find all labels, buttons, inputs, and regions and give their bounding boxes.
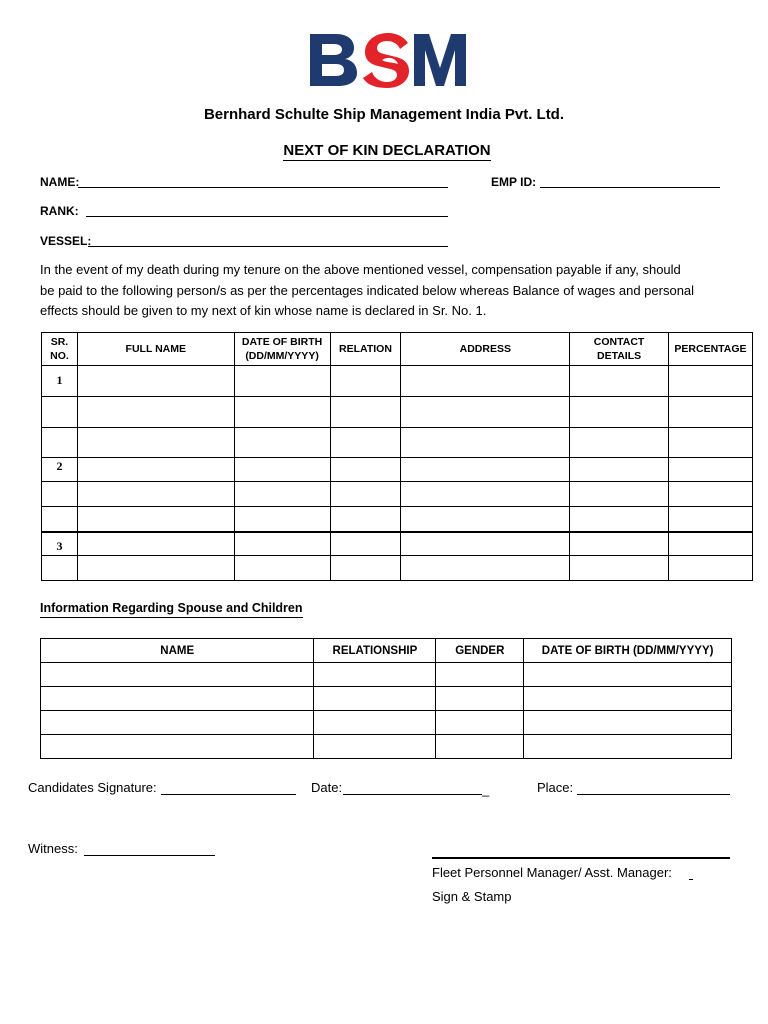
table-row: [42, 507, 753, 532]
date-line[interactable]: [343, 794, 482, 795]
table-cell[interactable]: [668, 556, 752, 581]
table-cell[interactable]: [77, 482, 234, 507]
table-cell[interactable]: [668, 428, 752, 458]
table-row: [41, 711, 732, 735]
table-cell[interactable]: [234, 507, 330, 532]
table-cell[interactable]: [401, 428, 570, 458]
table-row: [41, 663, 732, 687]
table-cell[interactable]: [524, 735, 732, 759]
table-cell[interactable]: [234, 556, 330, 581]
table-cell[interactable]: [234, 532, 330, 556]
sr-number: 2: [42, 458, 78, 482]
table-cell[interactable]: [570, 482, 669, 507]
emp-id-field-line[interactable]: [540, 187, 720, 188]
spouse-section-title: Information Regarding Spouse and Children: [40, 601, 303, 615]
header-dob: DATE OF BIRTH (DD/MM/YYYY): [524, 639, 732, 663]
table-cell[interactable]: [436, 735, 524, 759]
table-cell[interactable]: [668, 397, 752, 428]
table-cell[interactable]: [570, 428, 669, 458]
name-label: NAME:: [40, 175, 80, 189]
table-cell[interactable]: [668, 507, 752, 532]
spouse-children-table: [40, 638, 732, 759]
table-cell[interactable]: [401, 366, 570, 397]
company-name: Bernhard Schulte Ship Management India Pvt. Ltd.: [203, 106, 565, 123]
bsm-logo: [308, 30, 468, 88]
table-cell[interactable]: [401, 507, 570, 532]
table-cell[interactable]: [330, 458, 401, 482]
table-cell[interactable]: [524, 687, 732, 711]
table-cell[interactable]: [668, 458, 752, 482]
rank-label: RANK:: [40, 204, 79, 218]
table-row: [42, 458, 753, 482]
table-cell[interactable]: [330, 532, 401, 556]
table-cell[interactable]: [41, 687, 314, 711]
table-row: [41, 735, 732, 759]
sr-number: 1: [42, 366, 78, 397]
table-row: [42, 532, 753, 556]
place-line[interactable]: [577, 794, 730, 795]
table-cell[interactable]: [668, 366, 752, 397]
table-cell[interactable]: [314, 735, 436, 759]
table-cell[interactable]: [436, 711, 524, 735]
declaration-line: be paid to the following person/s as per the percentages indicated below whereas Balance of wages and personal: [40, 282, 695, 298]
table-row: [42, 428, 753, 458]
table-row: [42, 556, 753, 581]
manager-label: Fleet Personnel Manager/ Asst. Manager:: [432, 865, 672, 880]
header-sr-no: SR. NO.: [42, 333, 78, 366]
emp-id-label: EMP ID:: [491, 175, 537, 189]
table-cell[interactable]: [234, 428, 330, 458]
table-cell[interactable]: [570, 507, 669, 532]
table-cell[interactable]: [77, 428, 234, 458]
header-contact: CONTACT DETAILS: [570, 333, 669, 366]
table-cell[interactable]: [330, 397, 401, 428]
table-cell: [42, 428, 78, 458]
table-cell[interactable]: [436, 663, 524, 687]
table-cell[interactable]: [401, 458, 570, 482]
manager-label-underline: [689, 879, 693, 880]
declaration-line: effects should be given to my next of kin whose name is declared in Sr. No. 1.: [40, 303, 487, 318]
table-cell[interactable]: [41, 663, 314, 687]
witness-line[interactable]: [84, 855, 215, 856]
next-of-kin-table: [41, 332, 753, 581]
manager-signature-line[interactable]: [432, 857, 730, 859]
table-cell[interactable]: [570, 397, 669, 428]
table-cell[interactable]: [330, 507, 401, 532]
table-cell: [42, 482, 78, 507]
vessel-label: VESSEL:: [40, 234, 92, 248]
table-cell[interactable]: [330, 428, 401, 458]
declaration-line: In the event of my death during my tenure on the above mentioned vessel, compensation payable if any, should: [40, 262, 681, 277]
header-gender: GENDER: [436, 639, 524, 663]
table-cell: [42, 397, 78, 428]
place-label: Place:: [537, 780, 574, 795]
table-cell[interactable]: [401, 556, 570, 581]
table-cell[interactable]: [401, 397, 570, 428]
table-cell[interactable]: [570, 458, 669, 482]
table-cell[interactable]: [524, 663, 732, 687]
date-label: Date:: [311, 780, 343, 795]
table-cell[interactable]: [77, 532, 234, 556]
table-cell[interactable]: [41, 711, 314, 735]
header-name: NAME: [41, 639, 314, 663]
header-percentage: PERCENTAGE: [668, 333, 752, 366]
table-cell[interactable]: [668, 532, 752, 556]
table-cell[interactable]: [436, 687, 524, 711]
name-field-line[interactable]: [78, 187, 448, 188]
form-title: NEXT OF KIN DECLARATION: [283, 142, 491, 159]
candidate-signature-label: Candidates Signature:: [28, 780, 157, 795]
table-cell[interactable]: [314, 687, 436, 711]
table-cell[interactable]: [234, 397, 330, 428]
table-cell[interactable]: [314, 663, 436, 687]
table-cell[interactable]: [401, 482, 570, 507]
vessel-field-line[interactable]: [88, 246, 448, 247]
table-cell[interactable]: [77, 458, 234, 482]
table-cell[interactable]: [330, 556, 401, 581]
table-row: [42, 482, 753, 507]
table-row: [42, 366, 753, 397]
table-cell[interactable]: [234, 482, 330, 507]
header-address: ADDRESS: [401, 333, 570, 366]
table-cell: [42, 556, 78, 581]
rank-field-line[interactable]: [86, 216, 448, 217]
declaration-paragraph: [40, 260, 740, 322]
kin-header-row: [42, 333, 753, 366]
table-cell[interactable]: [330, 482, 401, 507]
header-full-name: FULL NAME: [77, 333, 234, 366]
table-cell[interactable]: [77, 366, 234, 397]
table-cell[interactable]: [401, 532, 570, 556]
table-cell[interactable]: [570, 556, 669, 581]
table-cell[interactable]: [524, 711, 732, 735]
sign-stamp-label: Sign & Stamp: [432, 889, 512, 904]
table-cell[interactable]: [330, 366, 401, 397]
header-dob: DATE OF BIRTH (DD/MM/YYYY): [234, 333, 330, 366]
table-cell[interactable]: [234, 366, 330, 397]
table-cell[interactable]: [570, 532, 669, 556]
header-relation: RELATION: [330, 333, 401, 366]
table-cell: [42, 507, 78, 532]
candidate-signature-line[interactable]: [161, 794, 296, 795]
svg-text:BSM: BSM: [308, 30, 311, 31]
table-cell[interactable]: [314, 711, 436, 735]
table-row: [41, 687, 732, 711]
header-relationship: RELATIONSHIP: [314, 639, 436, 663]
table-cell[interactable]: [77, 397, 234, 428]
table-cell[interactable]: [234, 458, 330, 482]
table-cell[interactable]: [570, 366, 669, 397]
table-cell[interactable]: [77, 507, 234, 532]
witness-label: Witness:: [28, 841, 78, 856]
spouse-header-row: [41, 639, 732, 663]
table-cell[interactable]: [41, 735, 314, 759]
date-line-tail: _: [482, 782, 490, 797]
table-cell[interactable]: [77, 556, 234, 581]
table-row: [42, 397, 753, 428]
table-cell[interactable]: [668, 482, 752, 507]
sr-number: 3: [42, 532, 78, 556]
